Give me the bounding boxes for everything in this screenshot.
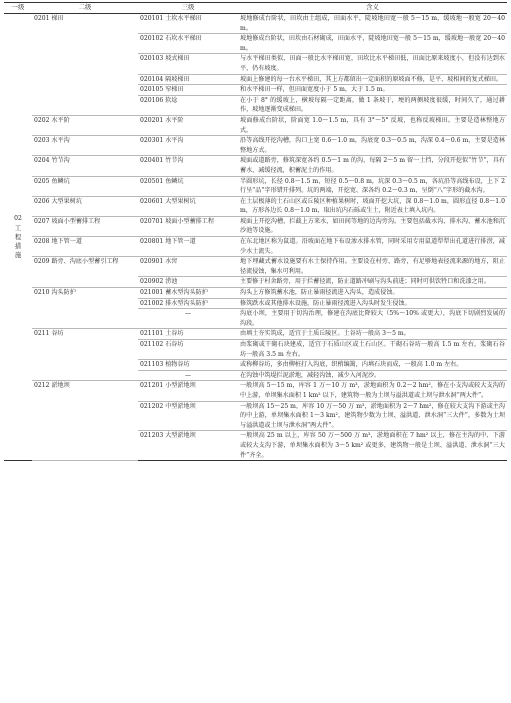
table-row <box>4 115 507 135</box>
meaning-cell: 由填土夯实筑成，适宜于土质丘陵区。土谷坊一般高 3～5 m。 <box>238 329 507 340</box>
table-row <box>4 156 507 176</box>
meaning-cell: 一般坝高 5～15 m，库容 1 万～10 万 m³，淤地面积为 0.2～2 hm²，修在小支沟或较大支沟的中上游，单坝集水面积 1 km² 以下，建筑物一般为土坝与溢洪道或土坝与泄水洞“两大件”。 <box>238 381 507 401</box>
meaning-cell: 在土层极薄的土石山区或丘陵区种植果树时，坡面开挖大坑，深 0.8～1.0 m，圆形直径 0.8～1.0 m，方形各边长 0.8～1.0 m，取出坑内石砾或生土，附近表土填入坑内。 <box>238 196 507 216</box>
meaning-cell: 由浆砌或干砌石块建成，适宜于石质山区或土石山区。干砌石谷坊一般高 1.5 m 左右，浆砌石谷坊一般高 3.5 m 左右。 <box>238 340 507 360</box>
level2-cell: 0205 鱼鳞坑 <box>32 176 138 196</box>
level2-cell: 0203 水平沟 <box>32 136 138 156</box>
meaning-cell: 沟底小坝，主要用于切沟治理，修建在沟底比降较大（5%～10% 或更大），沟底下切剧烈发展的沟段。 <box>238 309 507 329</box>
level2-cell: 0211 谷坊 <box>32 329 138 381</box>
meaning-cell: 在沟蚀中筑堤拦泥淤地，减轻沟蚀，减少入河泥沙。 <box>238 370 507 381</box>
level3-cell: 021202 中型淤地坝 <box>138 401 238 431</box>
meaning-cell: 和水平梯田一样，但田面宽度小于 5 m，大于 1.5 m。 <box>238 85 507 96</box>
level2-cell: 0209 路旁、沟底小型蓄引工程 <box>32 257 138 288</box>
level3-cell: 020401 竹节沟 <box>138 156 238 176</box>
table-row <box>4 176 507 196</box>
level2-cell: 0202 水平阶 <box>32 115 138 135</box>
meaning-cell: 主要修于村舍路旁，用于拦蓄径流，防止道路冲刷与沟头前进；同时可供饮牲口和洗漆之用。 <box>238 277 507 288</box>
level2-cell: 0201 梯田 <box>32 14 138 116</box>
meaning-cell: 沟头上方修筑蓄水池，防止暴雨径流进入沟头，造成侵蚀。 <box>238 288 507 299</box>
level3-cell: 020104 隔坡梯田 <box>138 74 238 85</box>
level3-cell: 020501 鱼鳞坑 <box>138 176 238 196</box>
meaning-cell: 半圆形坑，长径 0.8～1.5 m，短径 0.5～0.8 m，坑深 0.3～0.5 m，各坑沿等高线布设，上下 2 行呈“品”字形错开排列。坑的两端，开挖宽、深各约 0.2～0.3 m，呈倒“八”字形的截水沟。 <box>238 176 507 196</box>
meaning-cell: 坡地修成台阶状，田坎由石材砌成，田面水平，陡坡地田宽一般 5～15 m，缓坡地一般宽 20～40 m。 <box>238 34 507 54</box>
table-row <box>4 381 507 401</box>
meaning-cell: 或称柳谷坊，多由柳桩打入沟底，织梢编篱，内填石块而成，一般高 1.0 m 左右。 <box>238 360 507 371</box>
level2-cell: 0212 淤地坝 <box>32 381 138 461</box>
table-row <box>4 196 507 216</box>
level3-cell: 020106 软埝 <box>138 95 238 115</box>
level3-cell: — <box>138 370 238 381</box>
meaning-cell: 与水平梯田类似，田面一般比水平梯田宽，田坎比水平梯田低，田面比原来坡度小，但没有达到水平，仍有坡度。 <box>238 54 507 74</box>
level3-cell: 021203 大型淤地坝 <box>138 431 238 461</box>
level3-cell: 020101 土坎水平梯田 <box>138 14 238 34</box>
level1-name: 工程措施 <box>14 224 22 259</box>
level3-cell: 020103 坡式梯田 <box>138 54 238 74</box>
level3-cell: 021001 蓄水型沟头防护 <box>138 288 238 299</box>
table-row <box>4 288 507 299</box>
level3-cell: 020201 水平阶 <box>138 115 238 135</box>
meaning-cell: 一般坝高 25 m 以上，库容 50 万～500 万 m³，淤地面积在 7 hm² 以上，修在主沟的中、下游或较大支沟下游，单坝集水面积为 3～5 km² 或更多，建筑物一般是土坝、溢洪道、泄水洞“三大件”齐全。 <box>238 431 507 461</box>
meaning-cell: 一般坝高 15～25 m，库容 10 万～50 万 m³，淤地面积为 2～7 hm²，修在较大支沟下游或主沟的中上游，单坝集水面积 1～3 km²，建筑物少数为土坝、溢洪道、泄水洞“三大件”，多数为土坝与溢洪道或土坝与泄水洞“两大件”。 <box>238 401 507 431</box>
level2-cell: 0204 竹节沟 <box>32 156 138 176</box>
level3-cell: 020801 地下管一道 <box>138 237 238 257</box>
level3-cell: 021102 石谷坊 <box>138 340 238 360</box>
level3-cell: 021002 排水型沟头防护 <box>138 298 238 309</box>
table-row <box>4 237 507 257</box>
table-row <box>4 216 507 236</box>
level3-cell: 020301 水平沟 <box>138 136 238 156</box>
level1-code: 02 <box>14 214 22 222</box>
meaning-cell: 坡面上开挖沟槽，拦截上方来水，如田间等地的边沟旁沟。主要包括截水沟、排水沟，蓄水池和沉沙池等设施。 <box>238 216 507 236</box>
level2-cell: 0206 大型果树坑 <box>32 196 138 216</box>
meaning-cell: 坡面修成台阶状，阶面宽 1.0～1.5 m，具有 3°～5° 反坡，也称反坡梯田。主要是造林整地方式。 <box>238 115 507 135</box>
level3-cell: — <box>138 309 238 329</box>
meaning-cell: 修筑跌水或其他排水设施，防止暴雨径流进入沟头时发生侵蚀。 <box>238 298 507 309</box>
level3-cell: 020701 坡面小型蓄排工程 <box>138 216 238 236</box>
header-meaning: 含义 <box>238 3 507 14</box>
header-level2: 二级 <box>32 3 138 14</box>
level3-cell: 020102 石坎水平梯田 <box>138 34 238 54</box>
level3-cell: 020601 大型果树坑 <box>138 196 238 216</box>
classification-table <box>4 2 507 461</box>
meaning-cell: 坡面或道路旁，修筑深宽各约 0.5～1 m 的沟，每隔 2～5 m 留一土挡，分段开挖似“竹节”，具有蓄水、减缓径流，积蓄泥土的作用。 <box>238 156 507 176</box>
table-row <box>4 136 507 156</box>
meaning-cell: 坡地修成台阶状，田坎由土组成，田面水平，陡坡地田宽一般 5～15 m，缓坡地一般宽 20～40 m。 <box>238 14 507 34</box>
header-level3: 三级 <box>138 3 238 14</box>
meaning-cell: 地下埋藏式蓄水设施要有水土保持作用。主要设在村旁、路旁，有足够地表径流来源的地方，阻止径流侵蚀，集水可利用。 <box>238 257 507 277</box>
level2-cell: 0207 坡面小型蓄排工程 <box>32 216 138 236</box>
table-row <box>4 329 507 340</box>
level3-cell: 020902 涝池 <box>138 277 238 288</box>
meaning-cell: 在小于 8° 的缓坡上，横坡每隔一定距离，做 1 条坡于，埂的两侧坡度很缓，时间久了，通过耕作，坡地逐渐变成梯田。 <box>238 95 507 115</box>
table-row <box>4 14 507 34</box>
level2-cell: 0210 沟头防护 <box>32 288 138 329</box>
table-header-row <box>4 3 507 14</box>
table-row <box>4 257 507 277</box>
meaning-cell: 在东北地区称为鼠道。沿坡面在地下布设渗水排水管，同时采用专用鼠道犁犁出孔道进行排涝，减少水土流失。 <box>238 237 507 257</box>
meaning-cell: 坡面上修建的每一台水平梯田，其上方都留出一定面积的原坡面不修，是平、坡相间的复式梯田。 <box>238 74 507 85</box>
meaning-cell: 沿等高线开挖沟槽，沟口上宽 0.6～1.0 m，沟底宽 0.3～0.5 m，沟深 0.4～0.6 m，主要是造林整地方式。 <box>238 136 507 156</box>
level2-cell: 0208 地下管一道 <box>32 237 138 257</box>
level3-cell: 020105 窄梯田 <box>138 85 238 96</box>
level3-cell: 021201 小型淤地坝 <box>138 381 238 401</box>
table-body <box>4 14 507 461</box>
level3-cell: 020901 水窖 <box>138 257 238 277</box>
level1-cell <box>4 14 32 461</box>
level3-cell: 021101 土谷坊 <box>138 329 238 340</box>
level3-cell: 021103 植物谷坊 <box>138 360 238 371</box>
header-level1: 一级 <box>4 3 32 14</box>
